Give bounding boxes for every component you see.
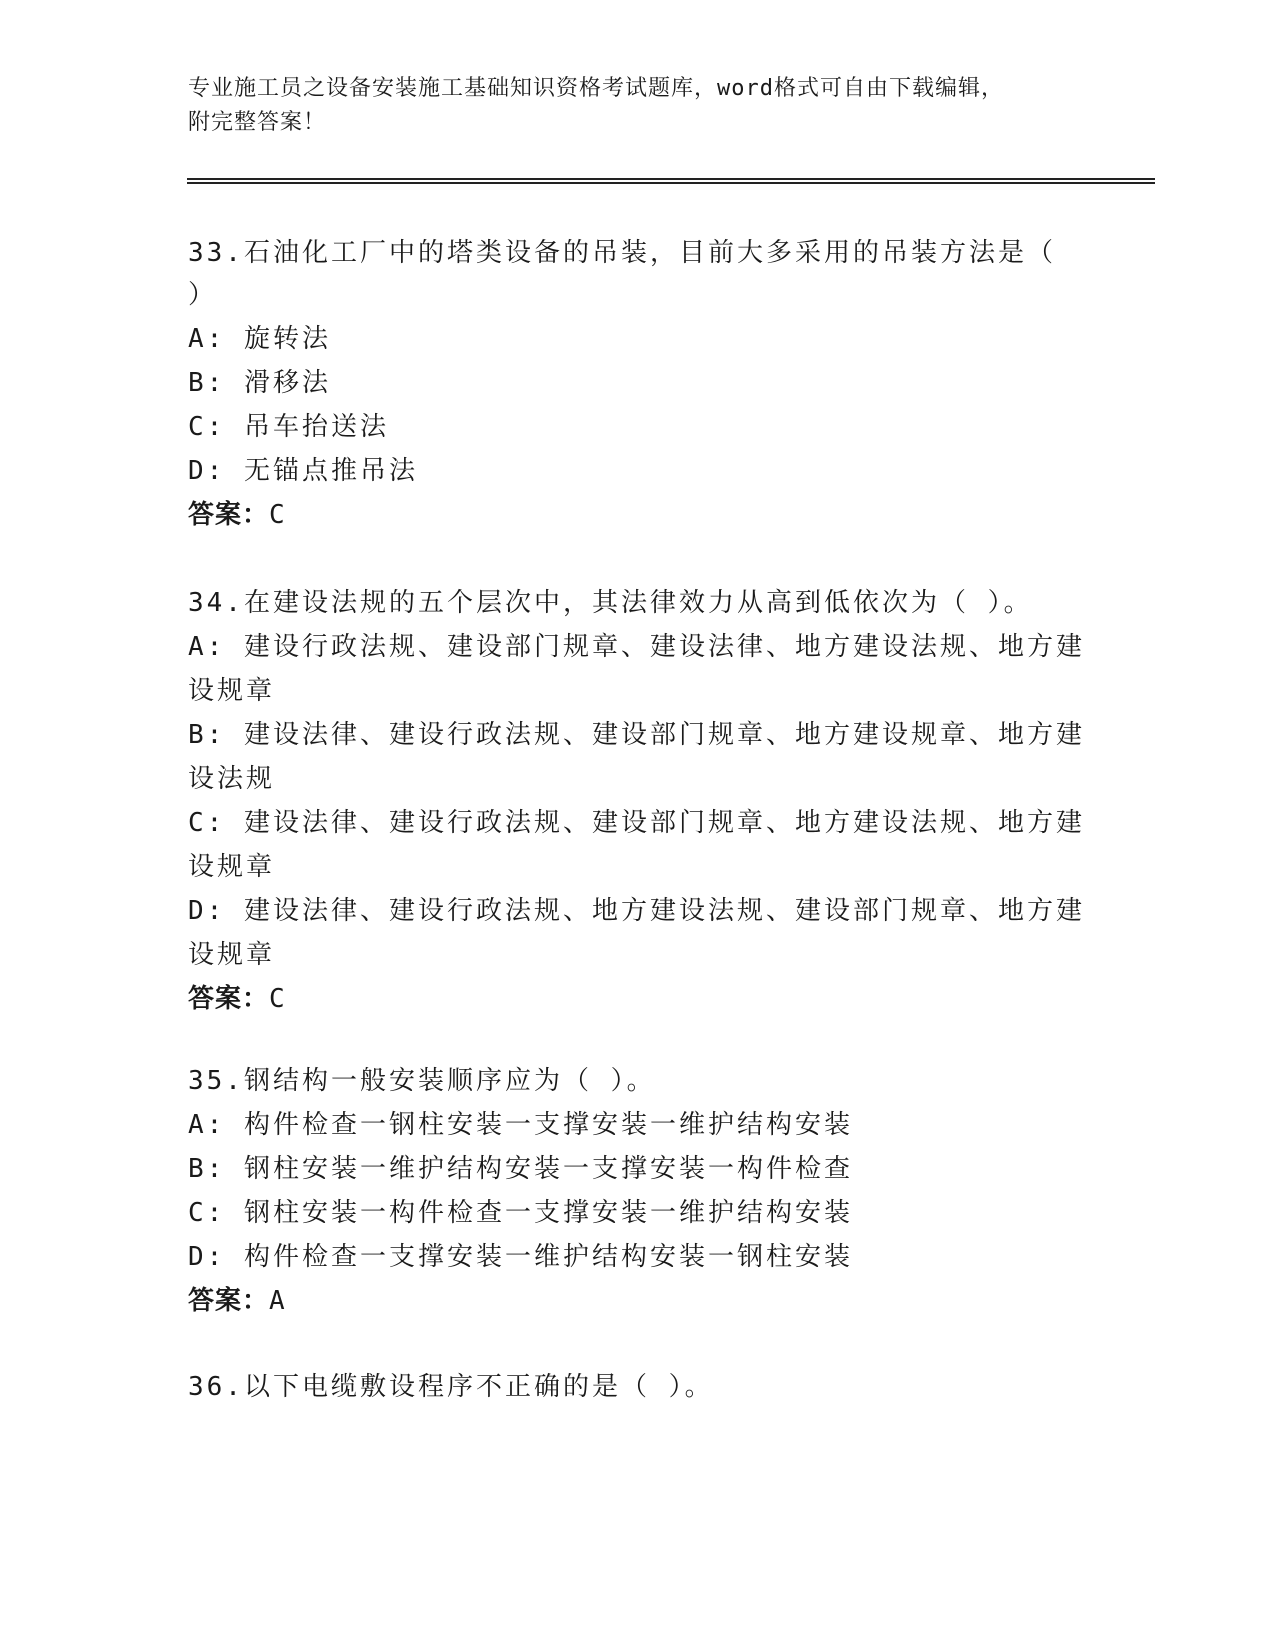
option-b: B: 滑移法 [188, 368, 331, 398]
header-line-1: 专业施工员之设备安装施工基础知识资格考试题库，word格式可自由下载编辑， [188, 76, 1004, 101]
option-a: A: 建设行政法规、建设部门规章、建设法律、地方建设法规、地方建 [188, 632, 1085, 662]
option-c-continued: 设规章 [188, 852, 276, 882]
option-c: C: 钢柱安装一构件检查一支撑安装一维护结构安装 [188, 1198, 853, 1228]
answer-label: 答案： [188, 984, 270, 1014]
header-line-2: 附完整答案！ [188, 110, 327, 135]
answer-label: 答案： [188, 500, 270, 530]
header-double-rule [187, 178, 1155, 184]
option-a-continued: 设规章 [188, 676, 276, 706]
option-a: A: 构件检查一钢柱安装一支撑安装一维护结构安装 [188, 1110, 853, 1140]
document-header [188, 72, 1088, 140]
answer-value: C [269, 500, 286, 530]
answer [188, 494, 286, 531]
question-stem: 34.在建设法规的五个层次中，其法律效力从高到低依次为（ ）。 [188, 588, 1033, 618]
option-d-continued: 设规章 [188, 940, 276, 970]
option-c: C: 吊车抬送法 [188, 412, 389, 442]
option-b-continued: 设法规 [188, 764, 276, 794]
question-stem: 33.石油化工厂中的塔类设备的吊装，目前大多采用的吊装方法是（ [188, 238, 1056, 268]
answer-value: A [269, 1286, 286, 1316]
answer-value: C [269, 984, 286, 1014]
question-stem: 36.以下电缆敷设程序不正确的是（ ）。 [188, 1372, 714, 1402]
option-b: B: 钢柱安装一维护结构安装一支撑安装一构件检查 [188, 1154, 853, 1184]
answer [188, 978, 286, 1015]
option-d: D: 无锚点推吊法 [188, 456, 418, 486]
question-stem: 35.钢结构一般安装顺序应为（ ）。 [188, 1066, 656, 1096]
option-b: B: 建设法律、建设行政法规、建设部门规章、地方建设规章、地方建 [188, 720, 1085, 750]
answer [188, 1280, 286, 1317]
option-c: C: 建设法律、建设行政法规、建设部门规章、地方建设法规、地方建 [188, 808, 1085, 838]
option-d: D: 构件检查一支撑安装一维护结构安装一钢柱安装 [188, 1242, 853, 1272]
option-d: D: 建设法律、建设行政法规、地方建设法规、建设部门规章、地方建 [188, 896, 1085, 926]
question-stem-continued: ） [188, 280, 218, 310]
answer-label: 答案： [188, 1286, 270, 1316]
option-a: A: 旋转法 [188, 324, 331, 354]
